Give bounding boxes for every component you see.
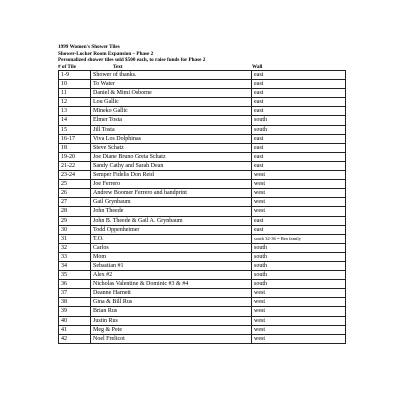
tile-number-cell: 39 [59,307,91,316]
table-row [59,134,346,143]
tile-text-cell: Gina & Bill Rus [91,298,252,307]
wall-cell: west [252,198,346,207]
table-row [59,143,346,152]
tile-number-cell: 19-20 [59,152,91,161]
tile-number-cell: 33 [59,252,91,261]
tile-number-cell: 10 [59,80,91,89]
wall-cell: east [252,134,346,143]
table-row [59,71,346,80]
tile-text-cell: Gail Grynbaum [91,198,252,207]
tile-text-cell: Noel Frelicot [91,334,252,343]
tile-number-cell: 26 [59,189,91,198]
table-row [59,80,346,89]
table-row [59,316,346,325]
tile-text-cell: Andrew Boomer Ferrero and handprint [91,189,252,198]
wall-cell: south 32-36 = Bea family [252,234,346,243]
tile-text-cell: Elmer Tosta [91,116,252,125]
tile-number-cell: 32 [59,243,91,252]
tile-text-cell: Sebastian #1 [91,261,252,270]
tile-number-cell: 28 [59,207,91,216]
table-row [59,107,346,116]
wall-cell: east [252,71,346,80]
col-header-text: Text [113,63,123,70]
table-row [59,234,346,243]
tile-number-cell: 21-22 [59,161,91,170]
wall-cell: west [252,289,346,298]
tile-number-cell: 12 [59,98,91,107]
tile-number-cell: 18 [59,143,91,152]
table-row [59,298,346,307]
wall-cell: east [252,161,346,170]
table-row [59,334,346,343]
tile-text-cell: Mom [91,252,252,261]
tile-text-cell: Joe Diane Bruno Greta Schatz [91,152,252,161]
tile-number-cell: 36 [59,280,91,289]
table-row [59,116,346,125]
wall-cell: west [252,316,346,325]
tile-text-cell: Brian Rus [91,307,252,316]
tile-number-cell: 27 [59,198,91,207]
table-row [59,152,346,161]
table-row [59,180,346,189]
tile-text-cell: Sandy Cathy and Sarah Dean [91,161,252,170]
tile-text-cell: Deanne Harnett [91,289,252,298]
wall-cell: east [252,80,346,89]
document-sheet [58,44,345,344]
table-row [59,243,346,252]
tile-number-cell: 41 [59,325,91,334]
doc-description: Personalized shower tiles sold $500 each, to raise funds for Phase 2 [58,57,206,63]
table-row [59,261,346,270]
wall-cell: south [252,271,346,280]
wall-cell: east [252,89,346,98]
table-row [59,325,346,334]
wall-cell: south [252,280,346,289]
tile-number-cell: 16-17 [59,134,91,143]
column-headers [58,64,345,71]
wall-cell: west [252,325,346,334]
tile-text-cell: Semper Fidelis Don Reid [91,171,252,180]
tiles-table [58,70,346,344]
tile-text-cell: Daniel & Mimi Osborne [91,89,252,98]
table-row [59,161,346,170]
tile-text-cell: Todd Oppenheimer [91,225,252,234]
col-header-tile: # of Tile [58,63,76,70]
tile-text-cell: Steve Schatz [91,143,252,152]
col-header-wall: Wall [252,63,263,70]
table-row [59,207,346,216]
tile-number-cell: 13 [59,107,91,116]
wall-cell: east [252,98,346,107]
tile-number-cell: 1-9 [59,71,91,80]
tile-number-cell: 30 [59,225,91,234]
tile-number-cell: 31 [59,234,91,243]
tile-number-cell: 38 [59,298,91,307]
tile-number-cell: 23-24 [59,171,91,180]
wall-cell: east [252,143,346,152]
wall-cell: west [252,334,346,343]
wall-cell: west [252,307,346,316]
tile-number-cell: 25 [59,180,91,189]
tile-number-cell: 40 [59,316,91,325]
tile-text-cell: Mineko Gallic [91,107,252,116]
tile-text-cell: Jill Tosta [91,125,252,134]
table-row [59,289,346,298]
tile-text-cell: Lou Gallic [91,98,252,107]
tile-text-cell: To Water [91,80,252,89]
wall-cell: east [252,152,346,161]
wall-cell: south [252,252,346,261]
wall-cell: east [252,225,346,234]
tile-number-cell: 11 [59,89,91,98]
tile-text-cell: Justin Rus [91,316,252,325]
tile-text-cell: Nicholas Valentine & Dominic #3 & #4 [91,280,252,289]
tile-text-cell: T.O. [91,234,252,243]
tile-number-cell: 14 [59,116,91,125]
tile-text-cell: Shower of thanks. [91,71,252,80]
doc-subtitle: Shower-Locker Room Expansion – Phase 2 [58,50,154,57]
table-row [59,216,346,225]
tile-text-cell: Meg & Pete [91,325,252,334]
tile-text-cell: John Theede [91,207,252,216]
table-row [59,98,346,107]
wall-cell: east [252,107,346,116]
tile-number-cell: 35 [59,271,91,280]
table-row [59,198,346,207]
wall-cell: west [252,207,346,216]
table-row [59,307,346,316]
table-row [59,252,346,261]
wall-cell: south [252,261,346,270]
tile-number-cell: 15 [59,125,91,134]
tile-text-cell: Carlos [91,243,252,252]
table-row [59,189,346,198]
tile-text-cell: Viva Los Dolphinas [91,134,252,143]
tile-number-cell: 29 [59,216,91,225]
wall-cell: east [252,216,346,225]
tile-text-cell: John B. Theede & Gail A. Grynbaum [91,216,252,225]
wall-cell: south [252,243,346,252]
wall-cell: west [252,189,346,198]
table-row [59,89,346,98]
wall-cell: west [252,180,346,189]
table-row [59,280,346,289]
wall-cell: south [252,116,346,125]
tile-number-cell: 34 [59,261,91,270]
wall-cell: west [252,171,346,180]
table-row [59,125,346,134]
table-row [59,171,346,180]
wall-cell: west [252,298,346,307]
doc-title: 1999 Women's Shower Tiles [58,44,120,50]
table-row [59,271,346,280]
wall-cell: south [252,125,346,134]
tile-number-cell: 37 [59,289,91,298]
tile-number-cell: 42 [59,334,91,343]
tile-text-cell: Joe Ferrero [91,180,252,189]
tile-text-cell: Alex #2 [91,271,252,280]
table-row [59,225,346,234]
